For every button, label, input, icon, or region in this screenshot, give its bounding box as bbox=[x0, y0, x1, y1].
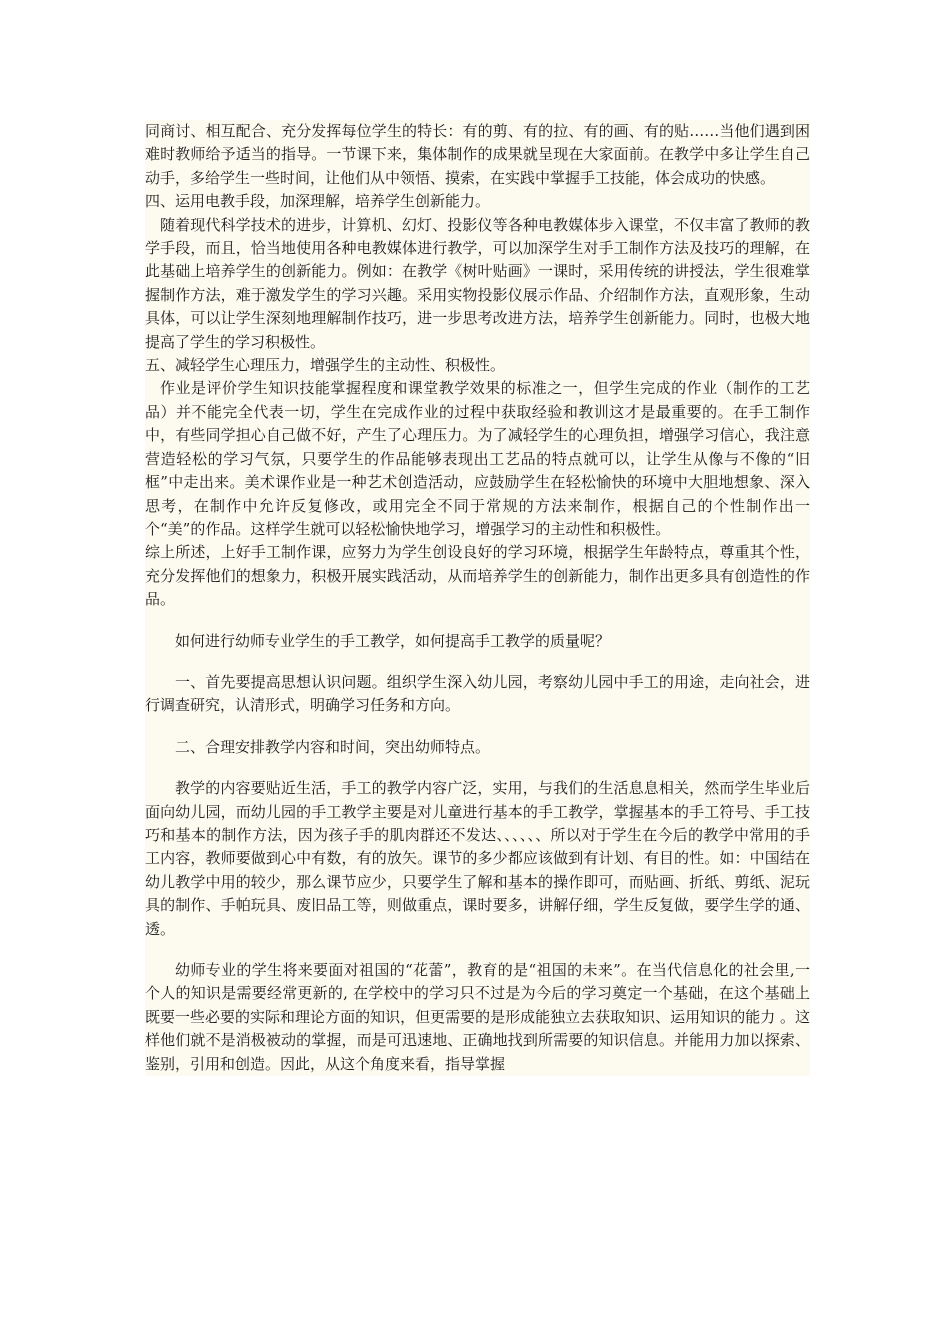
document-body bbox=[145, 120, 810, 1076]
heading-section-four: 四、运用电教手段，加深理解，培养学生创新能力。 bbox=[145, 192, 491, 211]
paragraph-future: 幼师专业的学生将来要面对祖国的“花蕾”，教育的是“祖国的未来”。在当代信息化的社会里,一个人的知识是需要经常更新的, 在学校中的学习只不过是为今后的学习奠定一个基础，在这个基础上既要一些必要的实际和理论方面的知识，但更需要的是形成能独立去获取知识、运用知识的能力 。这样他们就不是消极被动的掌握，而是可迅速地、正确地找到所需要的知识信息。并能用力加以探索、鉴别，引用和创造。因此，从这个角度来看，指导掌握 bbox=[145, 961, 810, 1073]
paragraph-homework: 作业是评价学生知识技能掌握程度和课堂教学效果的标准之一，但学生完成的作业（制作的工艺品）并不能完全代表一切，学生在完成作业的过程中获取经验和教训这才是最重要的。在手工制作中，有些同学担心自己做不好，产生了心理压力。为了减轻学生的心理负担，增强学习信心，我注意营造轻松的学习气氛，只要学生的作品能够表现出工艺品的特点就可以，让学生从像与不像的“旧框”中走出来。美术课作业是一种艺术创造活动，应鼓励学生在轻松愉快的环境中大胆地想象、深入思考，在制作中允许反复修改，或用完全不同于常规的方法来制作，根据自己的个性制作出一个“美”的作品。这样学生就可以轻松愉快地学习，增强学习的主动性和积极性。 bbox=[145, 379, 810, 538]
paragraph-summary: 综上所述，上好手工制作课，应努力为学生创设良好的学习环境，根据学生年龄特点，尊重其个性，充分发挥他们的想象力，积极开展实践活动，从而培养学生的创新能力，制作出更多具有创造性的作品。 bbox=[145, 543, 810, 609]
paragraph-collaboration: 同商讨、相互配合、充分发挥每位学生的特长：有的剪、有的拉、有的画、有的贴……当他们遇到困难时教师给予适当的指导。一节课下来，集体制作的成果就呈现在大家面前。在教学中多让学生自己动手，多给学生一些时间，让他们从中领悟、摸索，在实践中掌握手工技能，体会成功的快感。 bbox=[145, 122, 810, 187]
paragraph-question: 如何进行幼师专业学生的手工教学，如何提高手工教学的质量呢？ bbox=[175, 631, 611, 650]
paragraph-multimedia: 随着现代科学技术的进步，计算机、幻灯、投影仪等各种电教媒体步入课堂，不仅丰富了教师的教学手段，而且，恰当地使用各种电教媒体进行教学，可以加深学生对手工制作方法及技巧的理解，在此基础上培养学生的创新能力。例如：在教学《树叶贴画》一课时，采用传统的讲授法，学生很难掌握制作方法，难于激发学生的学习兴趣。采用实物投影仪展示作品、介绍制作方法，直观形象，生动具体，可以让学生深刻地理解制作技巧，进一步思考改进方法，培养学生创新能力。同时，也极大地提高了学生的学习积极性。 bbox=[145, 215, 810, 351]
heading-section-five: 五、减轻学生心理压力，增强学生的主动性、积极性。 bbox=[145, 356, 506, 375]
paragraph-point-one: 一、首先要提高思想认识问题。组织学生深入幼儿园，考察幼儿园中手工的用途，走向社会，进行调查研究，认清形式，明确学习任务和方向。 bbox=[145, 672, 810, 715]
paragraph-content: 教学的内容要贴近生活，手工的教学内容广泛，实用，与我们的生活息息相关，然而学生毕业后面向幼儿园，而幼儿园的手工教学主要是对儿童进行基本的手工教学，掌握基本的手工符号、手工技巧和基本的制作方法，因为孩子手的肌肉群还不发达、、、、、、所以对于学生在今后的教学中常用的手工内容，教师要做到心中有数，有的放矢。课节的多少都应该做到有计划、有目的性。如：中国结在幼儿教学中用的较少，那么课节应少，只要学生了解和基本的操作即可，而贴画、折纸、剪纸、泥玩具的制作、手帕玩具、废旧品工等，则做重点，课时要多，讲解仔细，学生反复做，要学生学的通、透。 bbox=[145, 779, 810, 938]
paragraph-point-two: 二、合理安排教学内容和时间，突出幼师特点。 bbox=[175, 737, 491, 756]
